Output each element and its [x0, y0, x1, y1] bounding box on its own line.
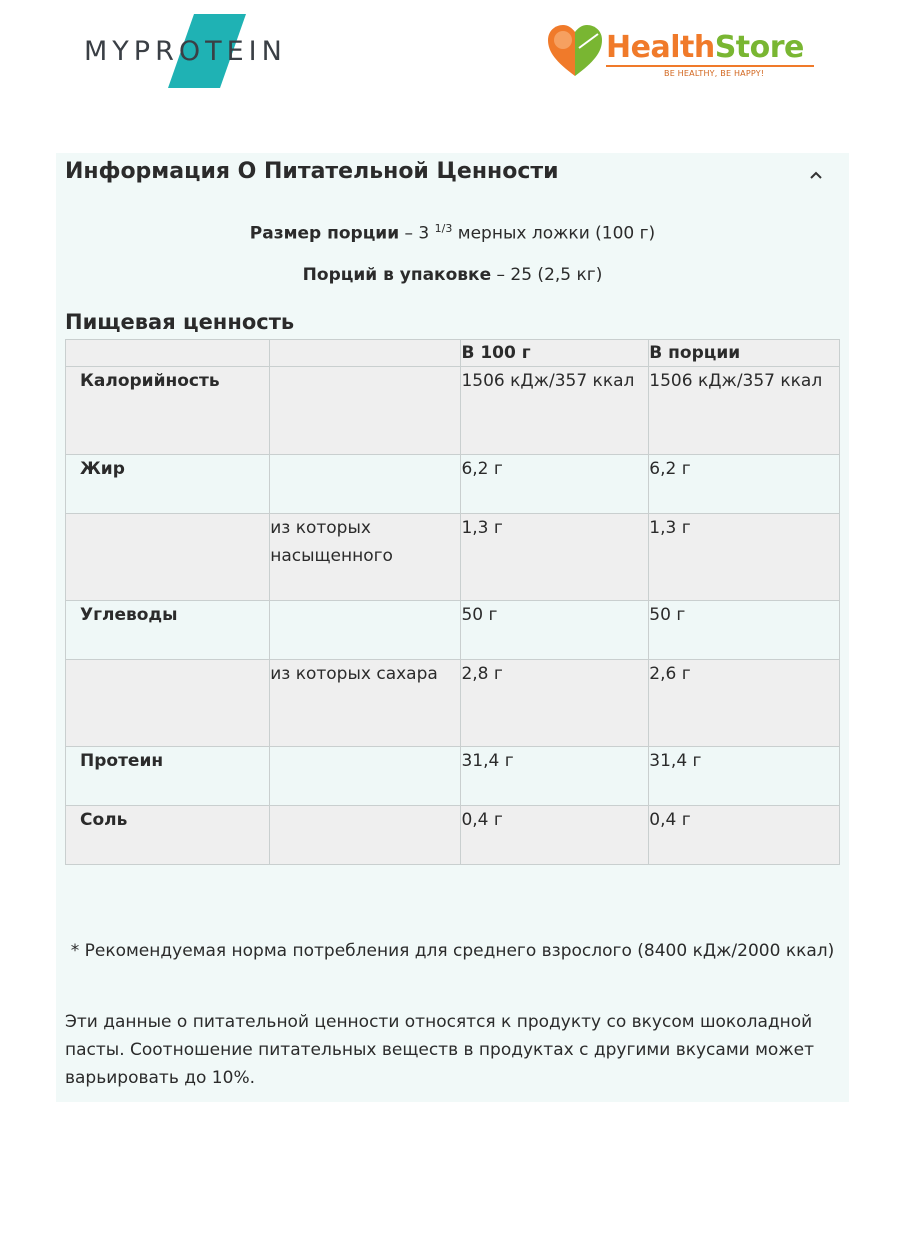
header-cell [270, 340, 461, 367]
header-cell [66, 340, 270, 367]
row-sub-label [270, 455, 461, 514]
healthstore-underline [606, 65, 814, 67]
value-per-serving: 6,2 г [649, 455, 840, 514]
nutrition-panel [56, 153, 849, 1102]
panel-title: Информация О Питательной Ценности [65, 159, 559, 184]
table-row [66, 514, 840, 601]
value-per-100g: 1,3 г [461, 514, 649, 601]
row-label: Калорийность [66, 367, 270, 455]
value-per-100g: 2,8 г [461, 660, 649, 747]
value-per-serving: 1,3 г [649, 514, 840, 601]
nutrition-table [65, 339, 840, 865]
serving-size-fraction: 1/3 [434, 222, 453, 235]
value-per-100g: 6,2 г [461, 455, 649, 514]
header-cell: В порции [649, 340, 840, 367]
table-row [66, 660, 840, 747]
header [0, 0, 900, 120]
value-per-serving: 1506 кДж/357 ккал [649, 367, 840, 455]
value-per-100g: 0,4 г [461, 806, 649, 865]
footnote: * Рекомендуемая норма потребления для среднего взрослого (8400 кДж/2000 ккал) [70, 941, 835, 961]
header-cell: В 100 г [461, 340, 649, 367]
chevron-up-icon[interactable] [806, 165, 826, 185]
row-sub-label: из которых насыщенного [270, 514, 461, 601]
myprotein-logo [84, 14, 334, 90]
row-label: Соль [66, 806, 270, 865]
table-row [66, 367, 840, 455]
healthstore-wordmark [606, 30, 804, 65]
servings-per-pack-line [56, 265, 849, 285]
healthstore-health: Health [606, 30, 715, 65]
row-label: Жир [66, 455, 270, 514]
serving-size-label: Размер порции [249, 223, 400, 244]
serving-size-line [56, 222, 849, 244]
value-per-100g: 31,4 г [461, 747, 649, 806]
value-per-serving: 0,4 г [649, 806, 840, 865]
value-per-serving: 2,6 г [649, 660, 840, 747]
row-sub-label [270, 806, 461, 865]
row-label: Протеин [66, 747, 270, 806]
table-row [66, 601, 840, 660]
heart-leaf-icon [546, 22, 604, 78]
table-header-row [66, 340, 840, 367]
table-row [66, 806, 840, 865]
serving-size-suffix: мерных ложки (100 г) [452, 223, 656, 244]
row-label [66, 660, 270, 747]
value-per-serving: 31,4 г [649, 747, 840, 806]
healthstore-store: Store [714, 30, 804, 65]
healthstore-logo [546, 20, 826, 90]
table-row [66, 455, 840, 514]
row-label: Углеводы [66, 601, 270, 660]
table-row [66, 747, 840, 806]
serving-size-prefix: – 3 [399, 223, 435, 244]
section-title: Пищевая ценность [65, 310, 295, 334]
servings-label: Порций в упаковке [302, 265, 492, 285]
value-per-100g: 50 г [461, 601, 649, 660]
row-label [66, 514, 270, 601]
value-per-serving: 50 г [649, 601, 840, 660]
row-sub-label: из которых сахара [270, 660, 461, 747]
myprotein-wordmark: MYPROTEIN [84, 36, 287, 67]
row-sub-label [270, 747, 461, 806]
row-sub-label [270, 601, 461, 660]
row-sub-label [270, 367, 461, 455]
value-per-100g: 1506 кДж/357 ккал [461, 367, 649, 455]
disclaimer: Эти данные о питательной ценности относятся к продукту со вкусом шоколадной пасты. Соотношение питательных веществ в продуктах с другими вкусами может варьировать до 10%. [65, 1012, 814, 1088]
healthstore-tagline: BE HEALTHY, BE HAPPY! [664, 69, 765, 78]
servings-value: – 25 (2,5 кг) [491, 265, 603, 285]
